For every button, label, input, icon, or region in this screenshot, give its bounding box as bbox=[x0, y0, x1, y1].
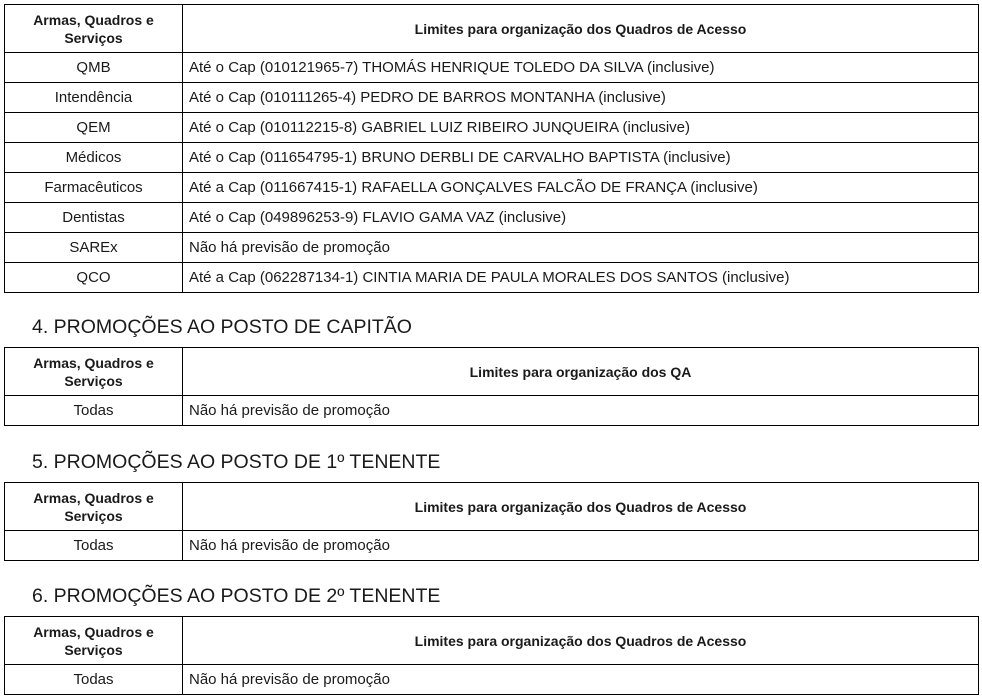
limite-cell: Não há previsão de promoção bbox=[183, 531, 979, 561]
arma-cell: Médicos bbox=[5, 143, 183, 173]
table-row bbox=[5, 113, 979, 143]
limite-cell: Até o Cap (010112215-8) GABRIEL LUIZ RIBEIRO JUNQUEIRA (inclusive) bbox=[183, 113, 979, 143]
table-row bbox=[5, 233, 979, 263]
arma-cell: SAREx bbox=[5, 233, 183, 263]
arma-cell: QMB bbox=[5, 53, 183, 83]
table-row bbox=[5, 531, 979, 561]
arma-cell: Todas bbox=[5, 396, 183, 426]
table-row bbox=[5, 396, 979, 426]
table-header-row bbox=[5, 5, 979, 53]
arma-cell: Intendência bbox=[5, 83, 183, 113]
arma-cell: Farmacêuticos bbox=[5, 173, 183, 203]
table-row bbox=[5, 173, 979, 203]
arma-cell: Todas bbox=[5, 665, 183, 695]
limite-cell: Não há previsão de promoção bbox=[183, 233, 979, 263]
table-row bbox=[5, 53, 979, 83]
column-header-limites: Limites para organização dos Quadros de Acesso bbox=[183, 617, 979, 665]
section-heading-2-tenente: 6. PROMOÇÕES AO POSTO DE 2º TENENTE bbox=[32, 585, 441, 607]
limite-cell: Até a Cap (011667415-1) RAFAELLA GONÇALVES FALCÃO DE FRANÇA (inclusive) bbox=[183, 173, 979, 203]
segundo-tenente-table bbox=[4, 616, 979, 695]
limite-cell: Até a Cap (062287134-1) CINTIA MARIA DE PAULA MORALES DOS SANTOS (inclusive) bbox=[183, 263, 979, 293]
table-row bbox=[5, 83, 979, 113]
section-heading-1-tenente: 5. PROMOÇÕES AO POSTO DE 1º TENENTE bbox=[32, 451, 441, 473]
primeiro-tenente-table bbox=[4, 482, 979, 561]
limite-cell: Até o Cap (049896253-9) FLAVIO GAMA VAZ (inclusive) bbox=[183, 203, 979, 233]
table-row bbox=[5, 263, 979, 293]
limite-cell: Até o Cap (011654795-1) BRUNO DERBLI DE CARVALHO BAPTISTA (inclusive) bbox=[183, 143, 979, 173]
table-header-row bbox=[5, 617, 979, 665]
table-header-row bbox=[5, 483, 979, 531]
column-header-armas: Armas, Quadros e Serviços bbox=[5, 483, 183, 531]
arma-cell: Dentistas bbox=[5, 203, 183, 233]
column-header-limites: Limites para organização dos QA bbox=[183, 348, 979, 396]
table-header-row bbox=[5, 348, 979, 396]
table-row bbox=[5, 665, 979, 695]
table-row bbox=[5, 203, 979, 233]
limite-cell: Não há previsão de promoção bbox=[183, 665, 979, 695]
column-header-limites: Limites para organização dos Quadros de Acesso bbox=[183, 483, 979, 531]
section-heading-capitao: 4. PROMOÇÕES AO POSTO DE CAPITÃO bbox=[32, 316, 412, 338]
column-header-limites: Limites para organização dos Quadros de Acesso bbox=[183, 5, 979, 53]
limite-cell: Até o Cap (010111265-4) PEDRO DE BARROS MONTANHA (inclusive) bbox=[183, 83, 979, 113]
promotion-limits-table bbox=[4, 4, 979, 293]
table-row bbox=[5, 143, 979, 173]
column-header-armas: Armas, Quadros e Serviços bbox=[5, 348, 183, 396]
arma-cell: QCO bbox=[5, 263, 183, 293]
column-header-armas: Armas, Quadros e Serviços bbox=[5, 5, 183, 53]
column-header-armas: Armas, Quadros e Serviços bbox=[5, 617, 183, 665]
capitao-table bbox=[4, 347, 979, 426]
arma-cell: QEM bbox=[5, 113, 183, 143]
limite-cell: Não há previsão de promoção bbox=[183, 396, 979, 426]
arma-cell: Todas bbox=[5, 531, 183, 561]
limite-cell: Até o Cap (010121965-7) THOMÁS HENRIQUE TOLEDO DA SILVA (inclusive) bbox=[183, 53, 979, 83]
